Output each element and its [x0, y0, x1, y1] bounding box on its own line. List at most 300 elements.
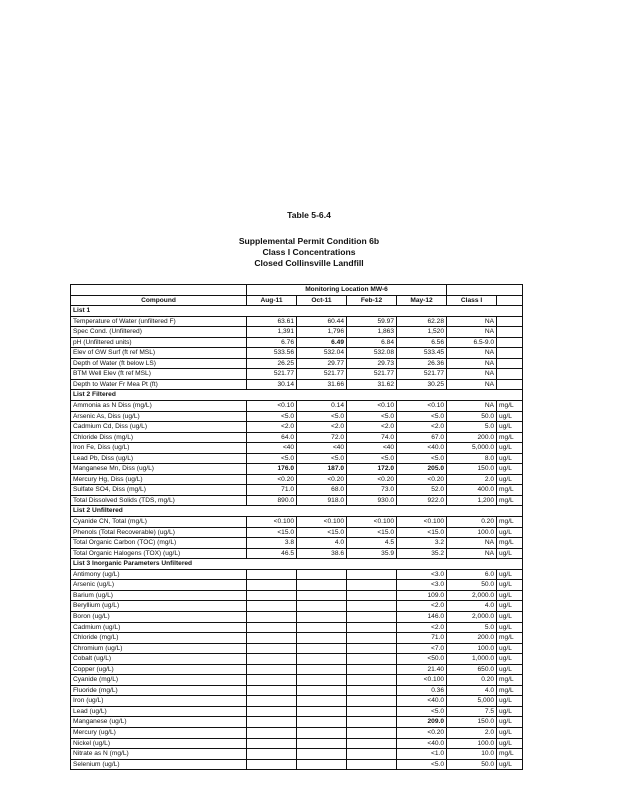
class-limit-cell: NA	[447, 548, 497, 559]
value-cell: <5.0	[397, 706, 447, 717]
value-cell: 74.0	[347, 432, 397, 443]
unit-cell: ug/L	[497, 474, 523, 485]
compound-name: Fluoride (mg/L)	[71, 685, 247, 696]
compound-name: Chromium (ug/L)	[71, 643, 247, 654]
value-cell: <40	[347, 443, 397, 454]
class-limit-cell: 200.0	[447, 432, 497, 443]
class-limit-cell: NA	[447, 369, 497, 380]
table-row	[71, 422, 523, 433]
value-cell	[297, 759, 347, 770]
value-cell	[247, 580, 297, 591]
table-row	[71, 538, 523, 549]
compound-name: Iron (ug/L)	[71, 696, 247, 707]
location-spacer	[447, 285, 523, 296]
unit-cell: ug/L	[497, 411, 523, 422]
class-limit-cell: 50.0	[447, 580, 497, 591]
table-row	[71, 738, 523, 749]
column-header: Compound	[71, 295, 247, 306]
value-cell	[297, 569, 347, 580]
value-cell	[247, 675, 297, 686]
compound-name: Antimony (ug/L)	[71, 569, 247, 580]
value-cell	[247, 643, 297, 654]
value-cell	[347, 738, 397, 749]
compound-name: Mercury Hg, Diss (ug/L)	[71, 474, 247, 485]
value-cell: <15.0	[297, 527, 347, 538]
value-cell	[347, 706, 397, 717]
value-cell	[297, 749, 347, 760]
value-cell: 30.14	[247, 379, 297, 390]
unit-cell: mg/L	[497, 517, 523, 528]
compound-name: Selenium (ug/L)	[71, 759, 247, 770]
unit-cell: ug/L	[497, 717, 523, 728]
value-cell	[297, 717, 347, 728]
table-row	[71, 485, 523, 496]
compound-name: Lead (ug/L)	[71, 706, 247, 717]
column-header: Oct-11	[297, 295, 347, 306]
column-header: Feb-12	[347, 295, 397, 306]
value-cell	[347, 727, 397, 738]
compound-name: Beryllium (ug/L)	[71, 601, 247, 612]
value-cell: <0.100	[397, 517, 447, 528]
class-limit-cell: 1,000.0	[447, 654, 497, 665]
unit-cell	[497, 337, 523, 348]
value-cell: 30.25	[397, 379, 447, 390]
table-row	[71, 706, 523, 717]
value-cell: 35.2	[397, 548, 447, 559]
compound-name: BTM Well Elev (ft ref MSL)	[71, 369, 247, 380]
unit-cell: ug/L	[497, 548, 523, 559]
value-cell	[297, 580, 347, 591]
location-header-row	[71, 285, 523, 296]
section-header-row	[71, 506, 523, 517]
class-limit-cell: 2,000.0	[447, 611, 497, 622]
value-cell	[247, 727, 297, 738]
unit-cell: mg/L	[497, 495, 523, 506]
section-header-row	[71, 559, 523, 570]
class-limit-cell: 6.0	[447, 569, 497, 580]
section-header-row	[71, 306, 523, 317]
table-row	[71, 611, 523, 622]
class-limit-cell: 100.0	[447, 643, 497, 654]
unit-cell: ug/L	[497, 569, 523, 580]
table-row	[71, 348, 523, 359]
value-cell	[347, 664, 397, 675]
table-row	[71, 590, 523, 601]
class-limit-cell: 100.0	[447, 738, 497, 749]
compound-name: Iron Fe, Diss (ug/L)	[71, 443, 247, 454]
value-cell	[347, 675, 397, 686]
compound-name: Chloride Diss (mg/L)	[71, 432, 247, 443]
section-label: List 1	[71, 306, 247, 317]
value-cell	[347, 717, 397, 728]
value-cell	[297, 622, 347, 633]
column-header	[497, 295, 523, 306]
value-cell	[297, 738, 347, 749]
unit-cell: mg/L	[497, 685, 523, 696]
value-cell: 0.14	[297, 401, 347, 412]
value-cell: 73.0	[347, 485, 397, 496]
compound-name: Total Dissolved Solids (TDS, mg/L)	[71, 495, 247, 506]
value-cell	[347, 749, 397, 760]
table-row	[71, 727, 523, 738]
class-limit-cell: 400.0	[447, 485, 497, 496]
value-cell: 59.97	[347, 316, 397, 327]
value-cell	[347, 696, 397, 707]
table-row	[71, 717, 523, 728]
value-cell: 521.77	[247, 369, 297, 380]
value-cell: 21.40	[397, 664, 447, 675]
class-limit-cell: NA	[447, 379, 497, 390]
table-row	[71, 633, 523, 644]
value-cell: 209.0	[397, 717, 447, 728]
class-limit-cell: 8.0	[447, 453, 497, 464]
value-cell: 4.0	[297, 538, 347, 549]
compound-name: Depth of Water (ft below LS)	[71, 358, 247, 369]
value-cell: 35.9	[347, 548, 397, 559]
unit-cell	[497, 369, 523, 380]
unit-cell	[497, 358, 523, 369]
compound-name: Nickel (ug/L)	[71, 738, 247, 749]
section-fill	[247, 390, 523, 401]
class-limit-cell: 150.0	[447, 464, 497, 475]
table-row	[71, 316, 523, 327]
class-limit-cell: NA	[447, 358, 497, 369]
section-fill	[247, 506, 523, 517]
compound-name: Arsenic As, Diss (ug/L)	[71, 411, 247, 422]
unit-cell: mg/L	[497, 675, 523, 686]
unit-cell: mg/L	[497, 538, 523, 549]
value-cell: 29.77	[297, 358, 347, 369]
unit-cell: ug/L	[497, 590, 523, 601]
value-cell: 64.0	[247, 432, 297, 443]
value-cell	[347, 622, 397, 633]
value-cell	[297, 643, 347, 654]
value-cell: <0.10	[397, 401, 447, 412]
table-row	[71, 622, 523, 633]
value-cell: 72.0	[297, 432, 347, 443]
value-cell: <0.10	[347, 401, 397, 412]
compound-name: Lead Pb, Diss (ug/L)	[71, 453, 247, 464]
unit-cell: ug/L	[497, 443, 523, 454]
class-limit-cell: 650.0	[447, 664, 497, 675]
value-cell: <40.0	[397, 443, 447, 454]
value-cell: 521.77	[397, 369, 447, 380]
class-limit-cell: 5,000	[447, 696, 497, 707]
class-limit-cell: NA	[447, 327, 497, 338]
value-cell	[297, 706, 347, 717]
table-body	[71, 285, 523, 770]
value-cell: 890.0	[247, 495, 297, 506]
value-cell: 533.56	[247, 348, 297, 359]
value-cell: 4.5	[347, 538, 397, 549]
value-cell	[297, 727, 347, 738]
value-cell: <40	[297, 443, 347, 454]
compound-name: Boron (ug/L)	[71, 611, 247, 622]
unit-cell: ug/L	[497, 738, 523, 749]
value-cell	[297, 590, 347, 601]
table-row	[71, 664, 523, 675]
value-cell: <0.20	[347, 474, 397, 485]
table-row	[71, 337, 523, 348]
value-cell	[247, 654, 297, 665]
value-cell: 46.5	[247, 548, 297, 559]
unit-cell	[497, 316, 523, 327]
value-cell: <2.0	[297, 422, 347, 433]
section-label: List 2 Filtered	[71, 390, 247, 401]
table-row	[71, 759, 523, 770]
value-cell: 3.8	[247, 538, 297, 549]
value-cell: 31.62	[347, 379, 397, 390]
table-row	[71, 569, 523, 580]
value-cell: <0.20	[297, 474, 347, 485]
compound-name: Copper (ug/L)	[71, 664, 247, 675]
compound-name: Total Organic Carbon (TOC) (mg/L)	[71, 538, 247, 549]
value-cell: 71.0	[247, 485, 297, 496]
value-cell: <5.0	[297, 453, 347, 464]
section-label: List 2 Unfiltered	[71, 506, 247, 517]
compound-name: Manganese (ug/L)	[71, 717, 247, 728]
unit-cell	[497, 379, 523, 390]
value-cell: 26.25	[247, 358, 297, 369]
compound-name: Sulfate SO4, Diss (mg/L)	[71, 485, 247, 496]
value-cell: 71.0	[397, 633, 447, 644]
compound-name: Phenols (Total Recoverable) (ug/L)	[71, 527, 247, 538]
value-cell	[247, 569, 297, 580]
value-cell: 521.77	[297, 369, 347, 380]
unit-cell: ug/L	[497, 759, 523, 770]
value-cell	[247, 706, 297, 717]
value-cell	[247, 601, 297, 612]
value-cell	[347, 759, 397, 770]
value-cell: <15.0	[397, 527, 447, 538]
unit-cell: ug/L	[497, 453, 523, 464]
value-cell: 172.0	[347, 464, 397, 475]
value-cell	[297, 664, 347, 675]
table-row	[71, 379, 523, 390]
value-cell	[347, 633, 397, 644]
unit-cell: ug/L	[497, 654, 523, 665]
class-limit-cell: 7.5	[447, 706, 497, 717]
table-subtitle	[0, 236, 618, 269]
table-row	[71, 358, 523, 369]
section-fill	[247, 559, 523, 570]
table-row	[71, 327, 523, 338]
location-label: Monitoring Location MW-6	[247, 285, 447, 296]
value-cell	[247, 717, 297, 728]
value-cell: <5.0	[247, 411, 297, 422]
value-cell: 109.0	[397, 590, 447, 601]
class-limit-cell: 50.0	[447, 759, 497, 770]
class-limit-cell: NA	[447, 316, 497, 327]
class-limit-cell: 5,000.0	[447, 443, 497, 454]
value-cell: 521.77	[347, 369, 397, 380]
unit-cell: mg/L	[497, 401, 523, 412]
unit-cell: ug/L	[497, 527, 523, 538]
value-cell: <0.20	[397, 727, 447, 738]
class-limit-cell: 2,000.0	[447, 590, 497, 601]
table-row	[71, 411, 523, 422]
table-row	[71, 643, 523, 654]
value-cell	[347, 654, 397, 665]
table-row	[71, 685, 523, 696]
class-limit-cell: NA	[447, 538, 497, 549]
table-row	[71, 548, 523, 559]
compound-name: Cobalt (ug/L)	[71, 654, 247, 665]
compound-name: Nitrate as N (mg/L)	[71, 749, 247, 760]
value-cell: 63.61	[247, 316, 297, 327]
value-cell: <5.0	[347, 411, 397, 422]
unit-cell: ug/L	[497, 696, 523, 707]
value-cell: <50.0	[397, 654, 447, 665]
value-cell: <0.100	[247, 517, 297, 528]
unit-cell: ug/L	[497, 664, 523, 675]
table-row	[71, 474, 523, 485]
value-cell	[297, 633, 347, 644]
compound-name: Depth to Water Fr Mea Pt (ft)	[71, 379, 247, 390]
unit-cell: ug/L	[497, 706, 523, 717]
table-row	[71, 401, 523, 412]
compound-name: Ammonia as N Diss (mg/L)	[71, 401, 247, 412]
compound-name: Barium (ug/L)	[71, 590, 247, 601]
value-cell: <5.0	[297, 411, 347, 422]
unit-cell: mg/L	[497, 749, 523, 760]
value-cell	[297, 696, 347, 707]
compound-name: Spec Cond. (Unfiltered)	[71, 327, 247, 338]
section-label: List 3 Inorganic Parameters Unfiltered	[71, 559, 247, 570]
value-cell: <3.0	[397, 580, 447, 591]
value-cell: <5.0	[397, 759, 447, 770]
value-cell	[247, 759, 297, 770]
unit-cell: ug/L	[497, 464, 523, 475]
value-cell: <0.20	[247, 474, 297, 485]
unit-cell	[497, 348, 523, 359]
class-limit-cell: 1,200	[447, 495, 497, 506]
value-cell: 6.84	[347, 337, 397, 348]
value-cell	[347, 580, 397, 591]
value-cell: 1,796	[297, 327, 347, 338]
subtitle-line: Closed Collinsville Landfill	[254, 258, 364, 268]
value-cell	[297, 601, 347, 612]
table-row	[71, 696, 523, 707]
class-limit-cell: 5.0	[447, 622, 497, 633]
table-number: Table 5-6.4	[287, 210, 331, 220]
unit-cell: ug/L	[497, 622, 523, 633]
compound-name: Elev of GW Surf (ft ref MSL)	[71, 348, 247, 359]
value-cell: 60.44	[297, 316, 347, 327]
unit-cell: mg/L	[497, 633, 523, 644]
value-cell: <15.0	[247, 527, 297, 538]
value-cell: 187.0	[297, 464, 347, 475]
value-cell: <0.10	[247, 401, 297, 412]
value-cell: <2.0	[347, 422, 397, 433]
table-row	[71, 654, 523, 665]
value-cell: 205.0	[397, 464, 447, 475]
location-spacer	[71, 285, 247, 296]
value-cell: <0.100	[297, 517, 347, 528]
column-header: May-12	[397, 295, 447, 306]
subtitle-line: Supplemental Permit Condition 6b	[238, 236, 380, 246]
value-cell: <5.0	[247, 453, 297, 464]
value-cell	[247, 664, 297, 675]
compound-name: Cadmium Cd, Diss (ug/L)	[71, 422, 247, 433]
value-cell: 62.28	[397, 316, 447, 327]
value-cell	[247, 611, 297, 622]
class-limit-cell: 10.0	[447, 749, 497, 760]
compound-name: Cyanide (mg/L)	[71, 675, 247, 686]
table-row	[71, 527, 523, 538]
section-header-row	[71, 390, 523, 401]
table-row	[71, 749, 523, 760]
unit-cell: ug/L	[497, 643, 523, 654]
unit-cell: ug/L	[497, 422, 523, 433]
value-cell	[247, 590, 297, 601]
value-cell	[247, 622, 297, 633]
value-cell	[247, 696, 297, 707]
class-limit-cell: NA	[447, 348, 497, 359]
column-header: Aug-11	[247, 295, 297, 306]
value-cell	[347, 601, 397, 612]
table-row	[71, 580, 523, 591]
section-fill	[247, 306, 523, 317]
table-row	[71, 517, 523, 528]
value-cell: <2.0	[247, 422, 297, 433]
unit-cell: ug/L	[497, 611, 523, 622]
value-cell	[347, 685, 397, 696]
compound-name: Manganese Mn, Diss (ug/L)	[71, 464, 247, 475]
class-limit-cell: 2.0	[447, 474, 497, 485]
table-row	[71, 443, 523, 454]
column-header: Class I	[447, 295, 497, 306]
value-cell: 146.0	[397, 611, 447, 622]
subtitle-line: Class I Concentrations	[262, 247, 356, 257]
value-cell	[297, 611, 347, 622]
value-cell: <0.20	[397, 474, 447, 485]
value-cell: 176.0	[247, 464, 297, 475]
class-limit-cell: NA	[447, 401, 497, 412]
table-row	[71, 601, 523, 612]
value-cell: <5.0	[397, 411, 447, 422]
unit-cell	[497, 327, 523, 338]
value-cell: <0.100	[347, 517, 397, 528]
value-cell: 38.6	[297, 548, 347, 559]
compound-name: Mercury (ug/L)	[71, 727, 247, 738]
value-cell: 532.08	[347, 348, 397, 359]
value-cell: 29.73	[347, 358, 397, 369]
value-cell: 67.0	[397, 432, 447, 443]
value-cell	[297, 685, 347, 696]
compound-name: pH (Unfiltered units)	[71, 337, 247, 348]
compound-name: Total Organic Halogens (TOX) (ug/L)	[71, 548, 247, 559]
value-cell: 26.36	[397, 358, 447, 369]
table-row	[71, 495, 523, 506]
class-limit-cell: 5.0	[447, 422, 497, 433]
value-cell	[247, 738, 297, 749]
class-limit-cell: 4.0	[447, 685, 497, 696]
value-cell: 6.76	[247, 337, 297, 348]
value-cell: 533.45	[397, 348, 447, 359]
value-cell: 3.2	[397, 538, 447, 549]
value-cell: 6.49	[297, 337, 347, 348]
value-cell: <0.100	[397, 675, 447, 686]
value-cell: <5.0	[347, 453, 397, 464]
compound-name: Cyanide CN, Total (mg/L)	[71, 517, 247, 528]
class-limit-cell: 2.0	[447, 727, 497, 738]
value-cell: 922.0	[397, 495, 447, 506]
value-cell: 918.0	[297, 495, 347, 506]
column-header-row	[71, 295, 523, 306]
value-cell	[247, 685, 297, 696]
value-cell: <1.0	[397, 749, 447, 760]
